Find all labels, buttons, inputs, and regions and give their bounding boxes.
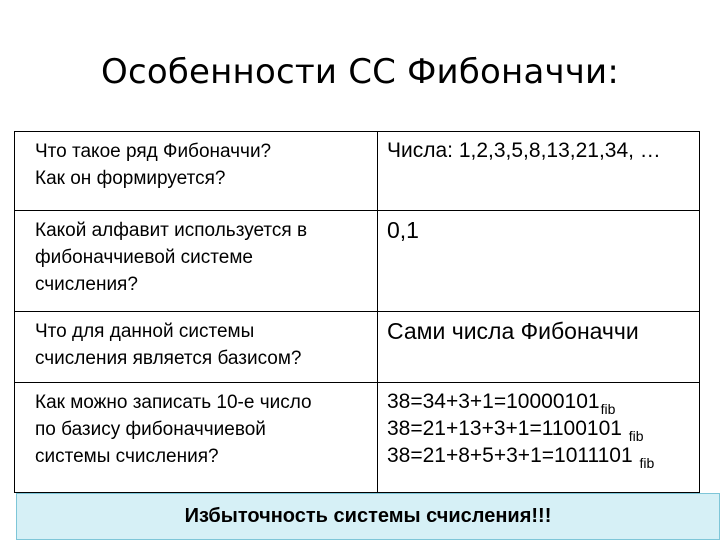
- footer-banner: Избыточность системы счисления!!!: [16, 493, 720, 540]
- table-row: [15, 132, 700, 211]
- answer-line: Сами числа Фибоначчи: [387, 318, 639, 344]
- answer-cell: [378, 312, 700, 383]
- question-line: по базису фибоначчиевой: [35, 419, 266, 440]
- answer-line: Числа: 1,2,3,5,8,13,21,34, …: [387, 139, 661, 162]
- answer-cell: [378, 132, 700, 211]
- answer-line: [387, 416, 693, 443]
- question-line: счисления?: [35, 274, 138, 295]
- question-cell: [15, 132, 378, 211]
- answer-equation: 38=34+3+1=10000101: [387, 390, 600, 413]
- question-line: Как он формируется?: [35, 168, 226, 189]
- answer-line: 0,1: [387, 217, 419, 243]
- question-cell: [15, 312, 378, 383]
- qa-table: [14, 131, 700, 493]
- question-line: фибоначчиевой системе: [35, 247, 253, 268]
- question-cell: [15, 383, 378, 493]
- answer-line: [387, 443, 693, 470]
- answer-line: [387, 389, 693, 416]
- question-cell: [15, 211, 378, 312]
- question-line: системы счисления?: [35, 446, 219, 467]
- fib-subscript: fib: [639, 455, 655, 471]
- fib-subscript: fib: [628, 428, 644, 444]
- question-line: Какой алфавит используется в: [35, 220, 308, 241]
- table-row: [15, 312, 700, 383]
- question-line: Что для данной системы: [35, 321, 255, 342]
- answer-cell: [378, 383, 700, 493]
- table-row: [15, 383, 700, 493]
- question-line: Как можно записать 10-е число: [35, 392, 312, 413]
- slide-title: Особенности СС Фибоначчи:: [100, 52, 620, 92]
- question-line: Что такое ряд Фибоначчи?: [35, 141, 272, 162]
- answer-equation: 38=21+8+5+3+1=1011101: [387, 444, 639, 467]
- answer-equation: 38=21+13+3+1=1100101: [387, 417, 628, 440]
- answer-cell: [378, 211, 700, 312]
- table-row: [15, 211, 700, 312]
- question-line: счисления является базисом?: [35, 348, 302, 369]
- fib-subscript: fib: [600, 401, 616, 417]
